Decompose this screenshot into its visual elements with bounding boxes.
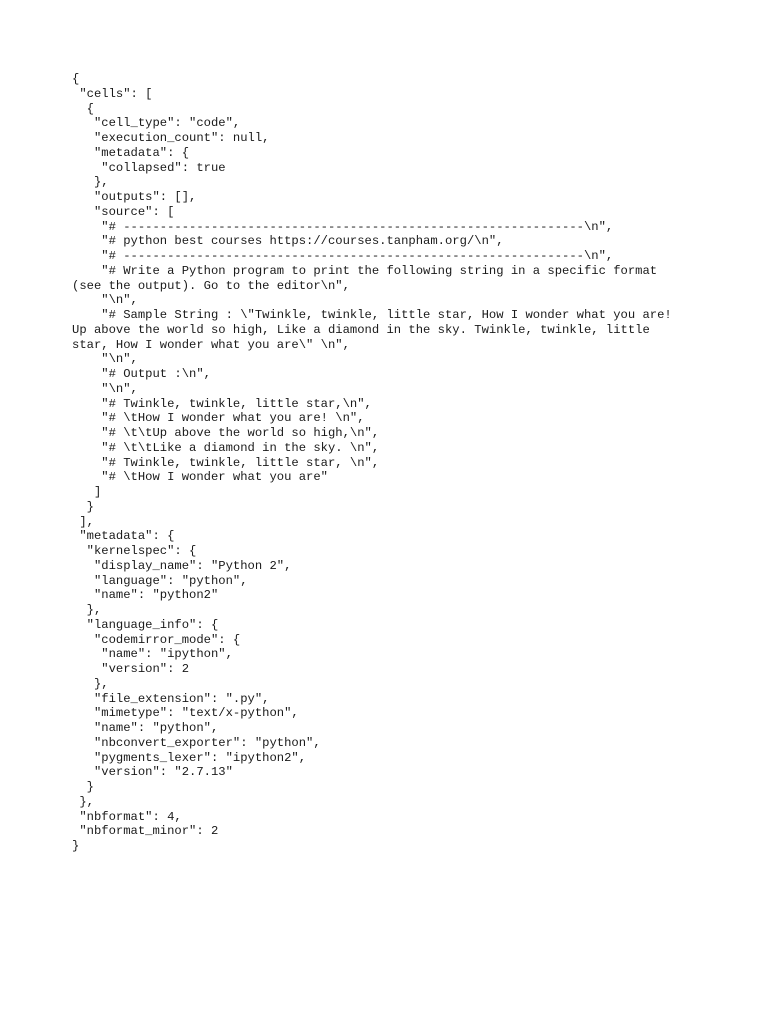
code-line: "# \tHow I wonder what you are" <box>72 470 328 485</box>
code-line: }, <box>72 603 102 617</box>
code-line: Up above the world so high, Like a diamond in the sky. Twinkle, twinkle, little <box>72 322 650 337</box>
code-line: "version": "2.7.13" <box>72 765 233 780</box>
code-line: "source": [ <box>72 204 175 219</box>
code-line: "name": "python2" <box>72 588 219 603</box>
code-line: } <box>72 839 80 853</box>
code-line: "name": "python", <box>72 721 219 735</box>
notebook-json-text <box>72 72 702 854</box>
code-line: "display_name": "Python 2", <box>72 558 292 573</box>
code-line: "# ---------------------------------------------------------------\n", <box>72 219 614 234</box>
code-line: "language_info": { <box>72 617 219 632</box>
code-line: star, How I wonder what you are\" \n", <box>72 337 350 352</box>
code-line: "pygments_lexer": "ipython2", <box>72 750 307 765</box>
code-line: }, <box>72 175 109 190</box>
code-line: "# Write a Python program to print the following string in a specific format <box>72 263 658 278</box>
code-line: "metadata": { <box>72 529 175 544</box>
code-line: "# \t\tUp above the world so high,\n", <box>72 426 380 440</box>
code-line: "cell_type": "code", <box>72 116 241 131</box>
code-line: "\n", <box>72 352 138 367</box>
code-line: "# \tHow I wonder what you are! \n", <box>72 411 365 426</box>
code-line: "# ---------------------------------------------------------------\n", <box>72 249 614 263</box>
code-line: "codemirror_mode": { <box>72 632 241 647</box>
code-line: }, <box>72 794 94 809</box>
code-line: (see the output). Go to the editor\n", <box>72 278 350 293</box>
code-line: "\n", <box>72 293 138 308</box>
code-line: "collapsed": true <box>72 160 226 175</box>
code-line: }, <box>72 676 109 691</box>
code-line: "\n", <box>72 381 138 396</box>
code-line: "cells": [ <box>72 86 153 101</box>
code-line: { <box>72 72 80 86</box>
code-line: "# Sample String : \"Twinkle, twinkle, little star, How I wonder what you are! <box>72 308 672 322</box>
code-line: "mimetype": "text/x-python", <box>72 706 299 721</box>
code-line: "# Twinkle, twinkle, little star,\n", <box>72 396 372 411</box>
code-line: "# Output :\n", <box>72 367 211 381</box>
code-line: } <box>72 780 94 794</box>
code-line: "outputs": [], <box>72 190 197 204</box>
code-line: "nbconvert_exporter": "python", <box>72 735 321 750</box>
code-line: ] <box>72 485 102 499</box>
code-line: "language": "python", <box>72 573 248 588</box>
code-line: { <box>72 101 94 116</box>
code-line: "# \t\tLike a diamond in the sky. \n", <box>72 440 380 455</box>
code-line: "kernelspec": { <box>72 544 197 558</box>
code-line: "name": "ipython", <box>72 647 233 662</box>
code-line: ], <box>72 514 94 529</box>
code-line: "version": 2 <box>72 662 190 676</box>
code-line: "nbformat_minor": 2 <box>72 824 219 839</box>
code-line: "# python best courses https://courses.tanpham.org/\n", <box>72 234 504 249</box>
code-line: "execution_count": null, <box>72 131 270 145</box>
code-line: } <box>72 499 94 514</box>
code-line: "file_extension": ".py", <box>72 691 270 706</box>
code-line: "metadata": { <box>72 145 190 160</box>
code-line: "nbformat": 4, <box>72 809 182 824</box>
code-line: "# Twinkle, twinkle, little star, \n", <box>72 455 380 470</box>
